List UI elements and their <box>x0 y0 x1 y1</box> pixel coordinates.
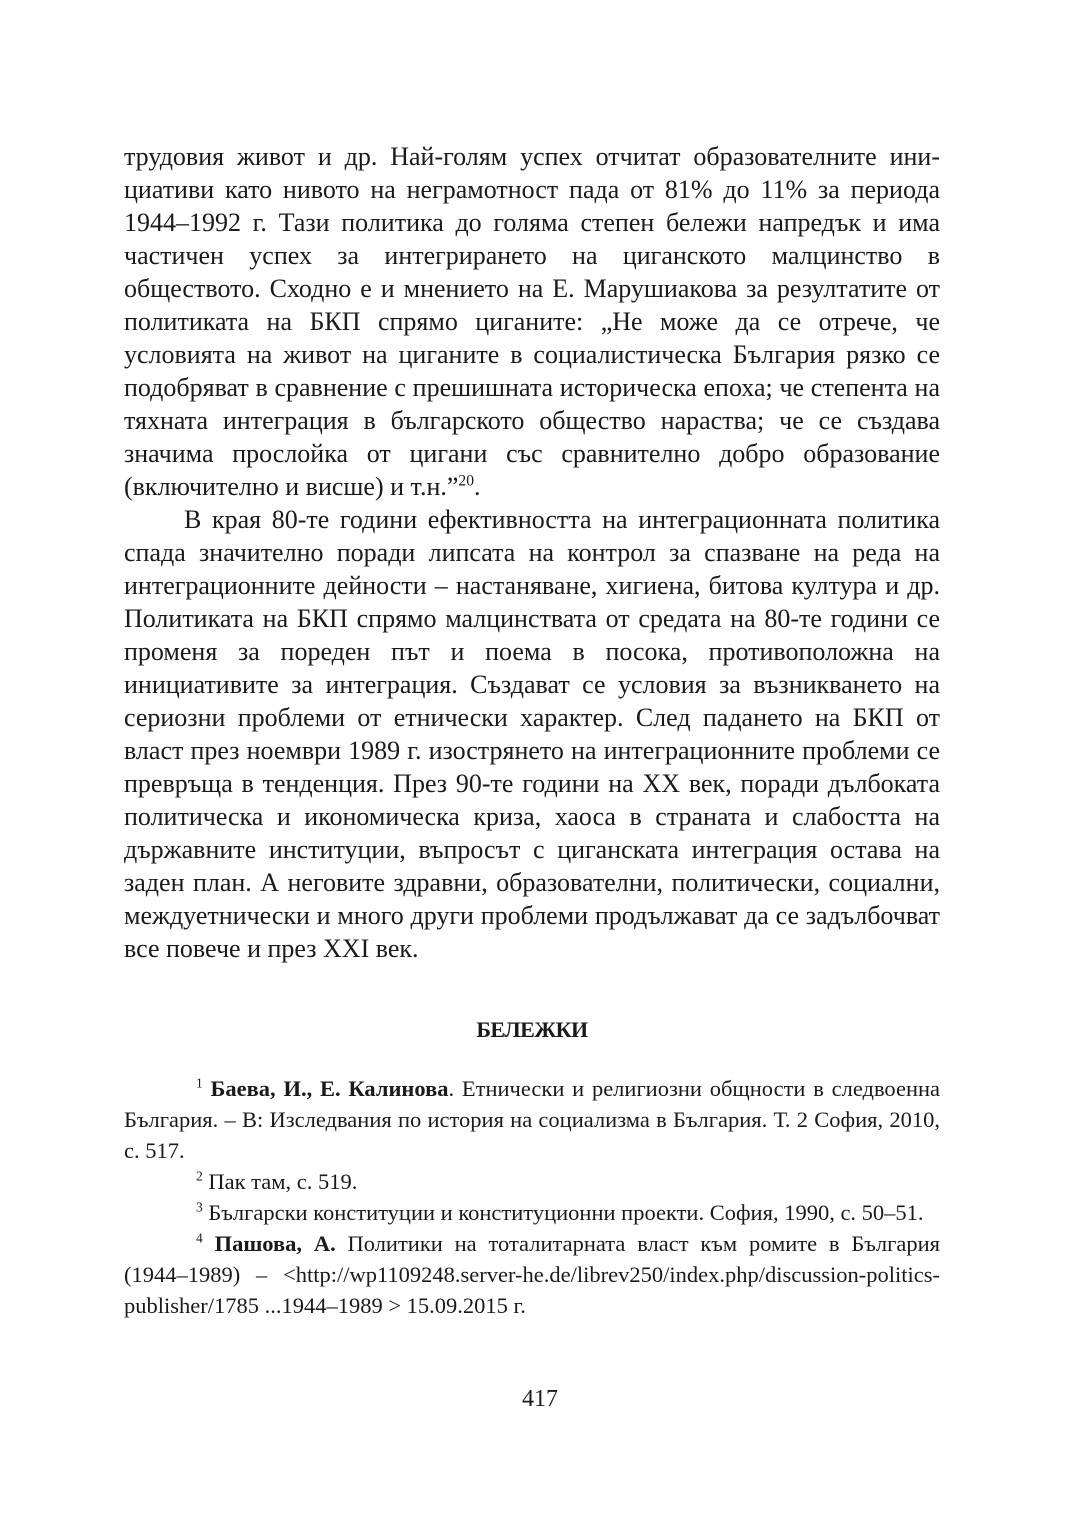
note-item <box>124 1166 940 1197</box>
notes-heading: БЕЛЕЖКИ <box>476 1017 588 1042</box>
page-number: 417 <box>522 1386 558 1412</box>
note-text: Пак там, с. 519. <box>208 1169 358 1194</box>
note-number: 2 <box>196 1168 203 1184</box>
note-item <box>124 1197 940 1228</box>
note-text: . Етнически и религиозни общности в следвоенна България. – В: Изследвания по история на социализма в България. Т. 2 София, 2010, с. 517. <box>124 1076 941 1163</box>
notes-list <box>124 1073 940 1321</box>
note-number: 4 <box>196 1230 203 1246</box>
note-number: 1 <box>196 1075 203 1091</box>
paragraph-2: В края 80-те години ефективността на интеграционната политика спада значително поради липсата на контрол за спазване на реда на интеграционните дейности – настаняване, хигиена, битова култура и др. Политиката на БКП спрямо малцинствата от средата на 80-те години се променя за пореден път и поема в посока, противоположна на инициативите за интеграция. Създават се условия за възникването на сериозни проблеми от етнически характер. След падането на БКП от власт през ноември 1989 г. изострянето на интеграционните проблеми се превръща в тенденция. През 90-те години на XX век, поради дълбоката политическа и икономическа криза, хаоса в страната и слабостта на държавните институции, въпросът с циганската интеграция остава на заден план. А неговите здравни, образователни, политически, социални, междуетнически и много други проблеми продължават да се задълбочват все повече и през XXI век. <box>124 505 940 963</box>
note-text: Политики на тоталитарната власт към ромите в България (1944–1989) – <http://wp1109248.server-he.de/librev250/index.php/discussion-politics-publisher/1785 ...1944–1989 > 15.09.2015 г. <box>124 1231 940 1318</box>
note-item <box>124 1228 940 1321</box>
paragraph-1-text: трудовия живот и др. Най-голям успех отчитат образователните инициативи като нивото на неграмотност пада от 81% до 11% за периода 1944–1992 г. Тази политика до голяма степен бележи напредък и има частичен успех за интегрирането на циганското малцинство в обществото. Сходно е и мнението на Е. Марушиакова за резултатите от политиката на БКП спрямо циганите: „Не може да се отрече, че условията на живот на циганите в социалистическа България рязко се подобряват в сравнение с прешишната историческа епоха; че степента на тяхната интеграция в българското общество нараства; че се създава значима прослойка от цигани със сравнително добро образование (включително и висше) и т.н.” <box>124 142 940 501</box>
page-content <box>124 140 940 1321</box>
note-text: Български конституции и конституционни проекти. София, 1990, с. 50–51. <box>208 1200 924 1225</box>
paragraph-1-end: . <box>474 472 481 501</box>
note-item <box>124 1073 940 1166</box>
note-number: 3 <box>196 1199 203 1215</box>
note-author: Пашова, А. <box>214 1231 336 1256</box>
footnote-ref-20: 20 <box>458 472 474 490</box>
paragraph-1 <box>124 140 940 503</box>
note-author: Баева, И., Е. Калинова <box>210 1076 449 1101</box>
main-text <box>124 140 940 965</box>
